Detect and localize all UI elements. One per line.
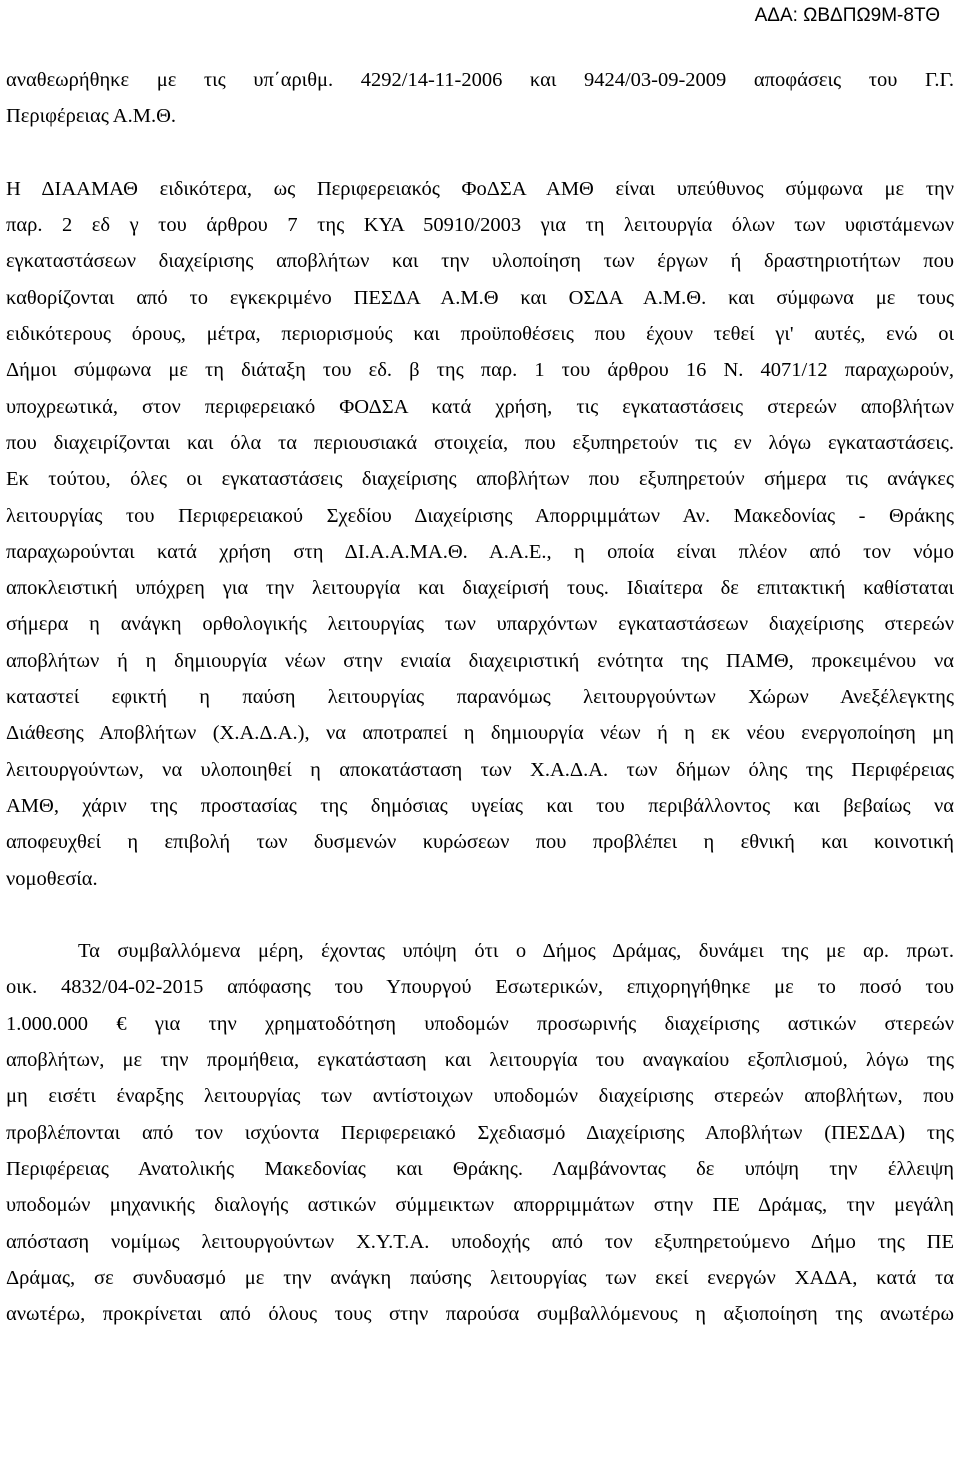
text-line: καθορίζονται από το εγκεκριμένο ΠΕΣΔΑ Α.Μ.Θ και ΟΣΔΑ Α.Μ.Θ. και σύμφωνα με τους xyxy=(6,286,954,309)
text-line: αναθεωρήθηκε με τις υπ΄αριθμ. 4292/14-11-2006 και 9424/03-09-2009 αποφάσεις του Γ.Γ. xyxy=(6,69,954,91)
paragraph-gap xyxy=(6,897,954,933)
paragraph-gap xyxy=(6,135,954,171)
text-line: 1.000.000 € για την χρηματοδότηση υποδομών προσωρινής διαχείρισης αστικών στερεών xyxy=(6,1012,954,1035)
ada-code-header: ΑΔΑ: ΩΒΔΠΩ9Μ-8ΤΘ xyxy=(754,5,940,26)
text-line: Δήμοι σύμφωνα με τη διάταξη του εδ. β της παρ. 1 του άρθρου 16 Ν. 4071/12 παραχωρούν, xyxy=(6,359,954,382)
text-line: υποδομών μηχανικής διαλογής αστικών σύμμεικτων απορριμμάτων στην ΠΕ Δράμας, την μεγάλη xyxy=(6,1194,954,1217)
text-line: νομοθεσία. xyxy=(6,867,98,890)
text-line: ΑΜΘ, χάριν της προστασίας της δημόσιας υγείας και του περιβάλλοντος και βεβαίως να xyxy=(6,794,954,817)
text-line: αποβλήτων ή η δημιουργία νέων στην ενιαία διαχειριστική ενότητα της ΠΑΜΘ, προκειμένου να xyxy=(6,649,954,672)
text-line: μη εισέτι έναρξης λειτουργίας των αντίστοιχων υποδομών διαχείρισης στερεών αποβλήτων, που xyxy=(6,1085,954,1108)
text-line: λειτουργίας του Περιφερειακού Σχεδίου Διαχείρισης Απορριμμάτων Αν. Μακεδονίας - Θράκης xyxy=(6,504,954,527)
text-line: καταστεί εφικτή η παύση λειτουργίας παρανόμως λειτουργούντων Χώρων Ανεξέλεγκτης xyxy=(6,686,954,709)
text-line: παρ. 2 εδ γ του άρθρου 7 της ΚΥΑ 50910/2003 για τη λειτουργία όλων των υφιστάμενων xyxy=(6,214,954,237)
text-line: Περιφέρειας Α.Μ.Θ. xyxy=(6,105,177,128)
text-line: προβλέπονται από τον ισχύοντα Περιφερειακό Σχεδιασμό Διαχείρισης Αποβλήτων (ΠΕΣΔΑ) της xyxy=(6,1121,954,1144)
text-line: Τα συμβαλλόμενα μέρη, έχοντας υπόψη ότι ο Δήμος Δράμας, δυνάμει της με αρ. πρωτ. xyxy=(78,940,954,963)
text-line: αποβλήτων, με την προμήθεια, εγκατάσταση και λειτουργία του αναγκαίου εξοπλισμού, λόγω της xyxy=(6,1049,954,1072)
text-line: ειδικότερους όρους, μέτρα, περιορισμούς και προϋποθέσεις που έχουν τεθεί γι' αυτές, ενώ οι xyxy=(6,323,954,346)
text-line: Η ΔΙΑΑΜΑΘ ειδικότερα, ως Περιφερειακός ΦοΔΣΑ ΑΜΘ είναι υπεύθυνος σύμφωνα με την xyxy=(6,177,954,200)
text-line: απόσταση νομίμως λειτουργούντων Χ.Υ.Τ.Α. υποδοχής από τον εξυπηρετούμενο Δήμο της ΠΕ xyxy=(6,1230,954,1253)
text-line: που διαχειρίζονται και όλα τα περιουσιακά στοιχεία, που εξυπηρετούν τις εν λόγω εγκαταστάσεις. xyxy=(6,431,954,454)
text-line: υποχρεωτικά, στον περιφερειακό ΦΟΔΣΑ κατά χρήση, τις εγκαταστάσεις στερεών αποβλήτων xyxy=(6,395,954,418)
text-line: οικ. 4832/04-02-2015 απόφασης του Υπουργού Εσωτερικών, επιχορηγήθηκε με το ποσό του xyxy=(6,976,954,999)
document-body xyxy=(6,62,954,1332)
text-line: παραχωρούνται κατά χρήση στη ΔΙ.Α.Α.ΜΑ.Θ. Α.Α.Ε., η οποία είναι πλέον από τον νόμο xyxy=(6,540,954,563)
text-line: εγκαταστάσεων διαχείρισης αποβλήτων και την υλοποίηση των έργων ή δραστηριοτήτων που xyxy=(6,250,954,273)
text-line: αποκλειστική υπόχρεη για την λειτουργία και διαχείρισή τους. Ιδιαίτερα δε επιτακτική καθίσταται xyxy=(6,577,954,600)
text-line: Εκ τούτου, όλες οι εγκαταστάσεις διαχείρισης αποβλήτων που εξυπηρετούν σήμερα τις ανάγκες xyxy=(6,468,954,491)
text-line: ανωτέρω, προκρίνεται από όλους τους στην παρούσα συμβαλλόμενους η αξιοποίηση της ανωτέρω xyxy=(6,1303,954,1326)
text-line: Δράμας, σε συνδυασμό με την ανάγκη παύσης λειτουργίας των εκεί ενεργών ΧΑΔΑ, κατά τα xyxy=(6,1266,954,1289)
text-line: αποφευχθεί η επιβολή των δυσμενών κυρώσεων που προβλέπει η εθνική και κοινοτική xyxy=(6,831,954,854)
text-line: λειτουργούντων, να υλοποιηθεί η αποκατάσταση των Χ.Α.Δ.Α. των δήμων όλης της Περιφέρειας xyxy=(6,758,954,781)
text-line: Διάθεσης Αποβλήτων (Χ.Α.Δ.Α.), να αποτραπεί η δημιουργία νέων ή η εκ νέου ενεργοποίηση μη xyxy=(6,722,954,745)
text-line: σήμερα η ανάγκη ορθολογικής λειτουργίας των υπαρχόντων εγκαταστάσεων διαχείρισης στερεών xyxy=(6,613,954,636)
text-line: Περιφέρειας Ανατολικής Μακεδονίας και Θράκης. Λαμβάνοντας δε υπόψη την έλλειψη xyxy=(6,1157,954,1180)
